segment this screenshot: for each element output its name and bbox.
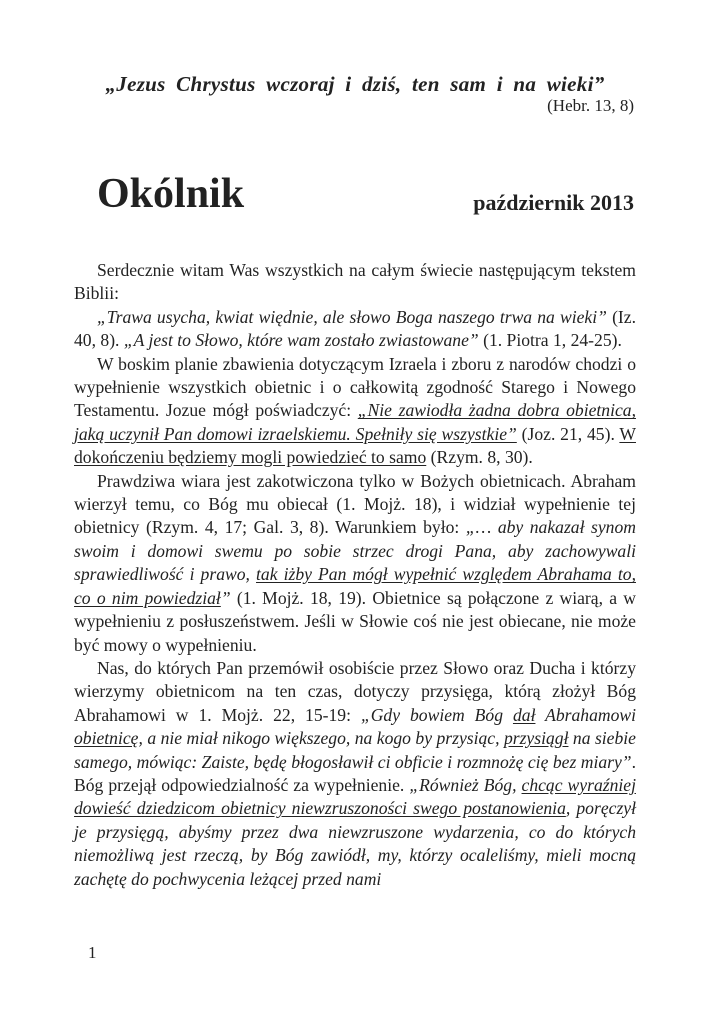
quote-span: „Trawa usycha, kwiat więdnie, ale słowo Boga naszego trwa na wieki” [97,306,607,327]
text-span: Nas, do których Pan przemówił osobiście przez Słowo oraz Ducha i którzy wierzymy obietnicom na ten czas, dotyczy przysięga, którą złożył Bóg Abrahamowi w 1. Mojż. 22, 15-19: [74,657,636,725]
underlined-quote: dał [512,704,536,725]
text-span: (Iz. 40, 8). [74,306,636,351]
text-span: Prawdziwa wiara jest zakotwiczona tylko w Bożych obietnicach. Abraham wierzył temu, co Bóg mu obiecał (1. Mojż. 18), i widział wypełnienie tej obietnicy (Rzym. 4, 17; Gal. 3, 8). Warunkiem było: [74,470,636,538]
text-span: (1. Piotra 1, 24-25). [478,330,622,351]
page-title: Okólnik [97,171,245,217]
paragraph-greeting [74,259,636,306]
quote-span: „A jest to Słowo, które wam zostało zwiastowane” [123,330,479,351]
text-span: (1. Mojż. 18, 19). Obietnice są połączone z wiarą, a w wypełnieniu z posłuszeństwem. Jeśli w Słowie coś nie jest obiecane, nie może być mowy o wypełnieniu. [74,587,637,655]
underlined-quote: tak iżby Pan mógł wypełnić względem Abrahama to, co o nim powiedział [74,564,636,608]
quote-span: „… aby nakazał synom swoim i domowi swemu po sobie strzec drogi Pana, aby zachowywali sprawiedliwość i prawo, [74,517,636,585]
text-span: (Rzym. 8, 30). [426,447,533,468]
motto-quote: „Jezus Chrystus wczoraj i dziś, ten sam i na wieki” [105,72,605,96]
text-span: Serdecznie witam Was wszystkich na całym świecie następującym tekstem Biblii: [74,260,636,304]
text-span: (Joz. 21, 45). [516,423,620,444]
underlined-quote: „Nie zawiodła żadna dobra obietnica, jaką uczynił Pan domowi izraelskiemu. Spełniły się wszystkie” [74,400,636,444]
underlined-quote: obietnicę [74,728,139,749]
quote-span: na siebie samego, mówiąc: Zaiste, będę błogosławił ci obficie i rozmnożę cię bez miary” [74,728,636,772]
text-span: W boskim planie zbawienia dotyczącym Izraela i zboru z narodów chodzi o wypełnienie wszystkich obietnic i o całkowitą zgodność Starego i Nowego Testamentu. Jozue mógł poświadczyć: [74,353,636,421]
quote-span: „Również Bóg, [409,774,522,795]
text-span: . Bóg przejął odpowiedzialność za wypełnienie. [74,751,636,795]
paragraph-plan [74,353,636,470]
quote-span: , a nie miał nikogo większego, na kogo by przysiąc, [138,728,504,749]
paragraph-scripture [74,306,636,353]
motto-reference: (Hebr. 13, 8) [547,96,634,115]
quote-span: ” [220,587,231,608]
paragraph-faith [74,470,636,657]
quote-span: „Gdy bowiem Bóg [360,704,513,725]
underlined-quote: chcąc wyraźniej dowieść dziedzicom obietnicy niewzruszoności swego postanowienia [74,774,636,819]
underlined-quote: przysiągł [503,728,569,749]
issue-date: październik 2013 [473,190,634,215]
underlined-text: W dokończeniu będziemy mogli powiedzieć to samo [74,423,636,468]
paragraph-oath [74,657,636,891]
letter-body [74,259,636,891]
page-number: 1 [88,943,97,962]
quote-span: , poręczył je przysięgą, abyśmy przez dwa niewzruszone wydarzenia, co do których niemożliwą jest rzeczą, by Bóg zawiódł, my, którzy ocaleliśmy, mieli mocną zachętę do pochwycenia leżącej przed nami [74,798,636,889]
quote-span: Abrahamowi [535,704,636,725]
